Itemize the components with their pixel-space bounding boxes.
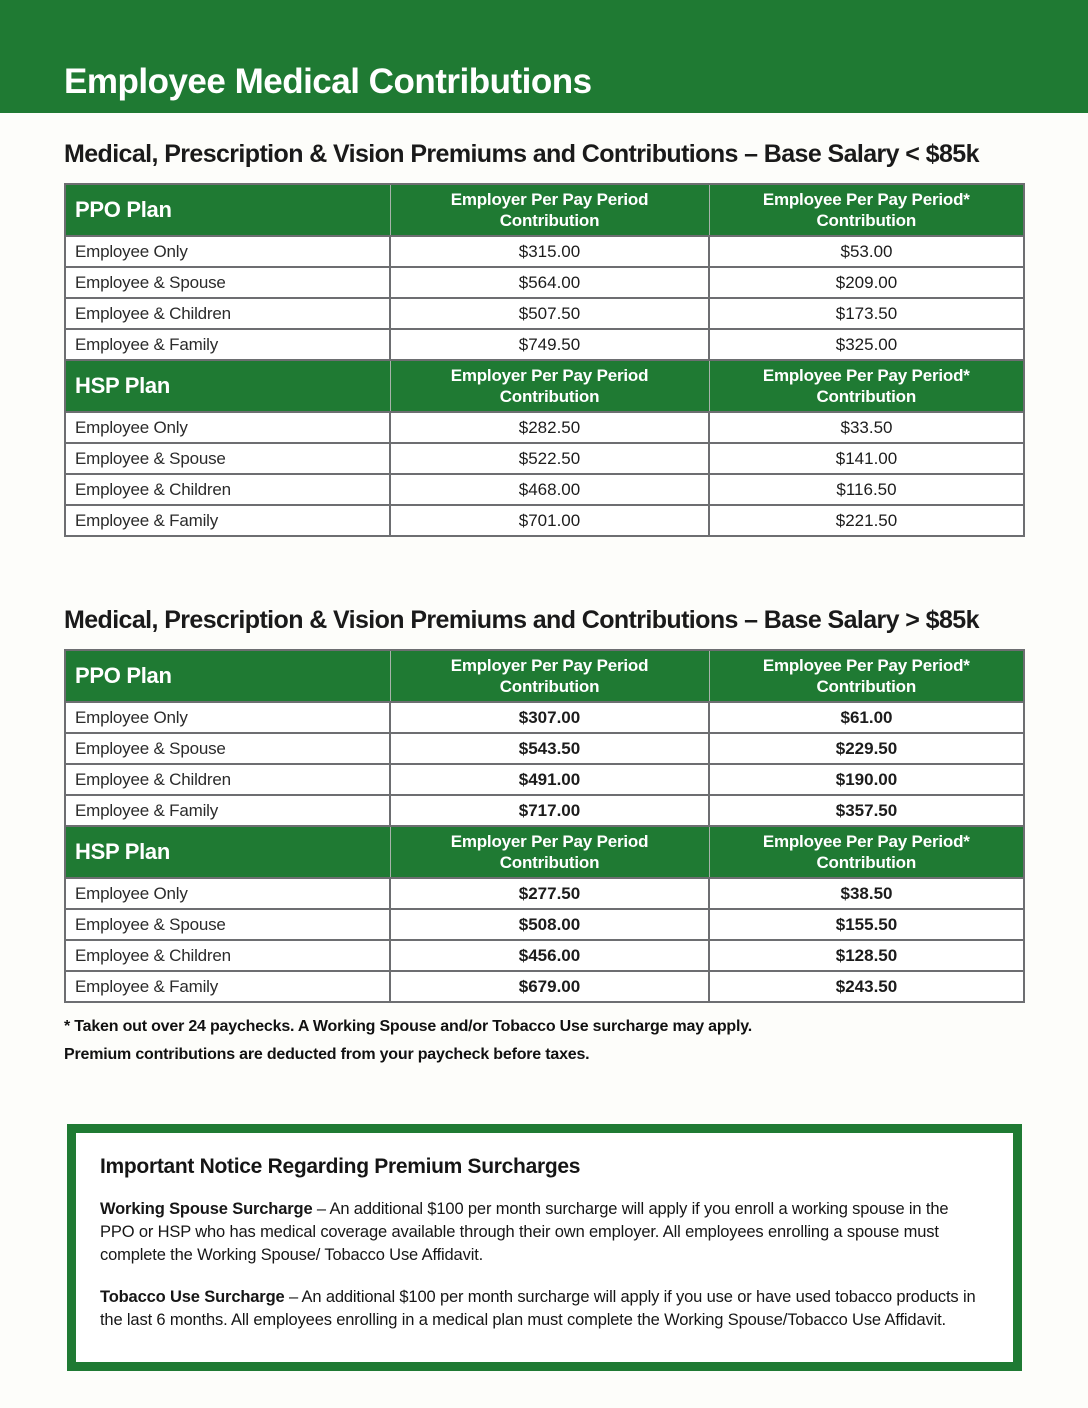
footnotes <box>64 1015 1023 1066</box>
page-content <box>0 139 1088 1371</box>
notice-box <box>67 1124 1022 1371</box>
column-header-line: Contribution <box>816 853 917 872</box>
employer-contribution-value: $277.50 <box>390 878 709 909</box>
table-row <box>65 909 1024 940</box>
table-row <box>65 329 1024 360</box>
column-header-line: Employer Per Pay Period <box>450 366 649 385</box>
ppo-plan-header-row <box>65 184 1024 236</box>
plan-name-cell: HSP Plan <box>65 826 390 878</box>
column-header-line: Contribution <box>499 387 600 406</box>
column-header-line: Contribution <box>816 677 917 696</box>
notice-paragraph-lead: Tobacco Use Surcharge <box>100 1288 285 1306</box>
employee-contribution-value: $38.50 <box>709 878 1024 909</box>
employer-contribution-value: $307.00 <box>390 702 709 733</box>
premium-table-over-85k <box>64 649 1025 1003</box>
column-header-line: Contribution <box>499 211 600 230</box>
employee-column-header <box>709 360 1024 412</box>
employer-contribution-value: $468.00 <box>390 474 709 505</box>
table-row <box>65 764 1024 795</box>
coverage-tier-label: Employee & Spouse <box>65 909 390 940</box>
column-header-line: Employer Per Pay Period <box>450 190 649 209</box>
table-row <box>65 236 1024 267</box>
table-row <box>65 412 1024 443</box>
coverage-tier-label: Employee Only <box>65 878 390 909</box>
column-header-line: Employee Per Pay Period* <box>762 366 970 385</box>
notice-paragraph-lead: Working Spouse Surcharge <box>100 1200 313 1218</box>
hsp-plan-header-row <box>65 826 1024 878</box>
employee-contribution-value: $243.50 <box>709 971 1024 1002</box>
employer-contribution-value: $679.00 <box>390 971 709 1002</box>
employer-contribution-value: $491.00 <box>390 764 709 795</box>
employer-column-header <box>390 184 709 236</box>
notice-paragraph-working-spouse <box>100 1198 987 1267</box>
column-header-line: Contribution <box>816 211 917 230</box>
employee-contribution-value: $61.00 <box>709 702 1024 733</box>
employee-column-header <box>709 184 1024 236</box>
notice-paragraph-tobacco-use <box>100 1286 987 1332</box>
employee-column-header <box>709 650 1024 702</box>
employee-contribution-value: $190.00 <box>709 764 1024 795</box>
column-header-line: Contribution <box>816 387 917 406</box>
employer-contribution-value: $282.50 <box>390 412 709 443</box>
coverage-tier-label: Employee & Children <box>65 940 390 971</box>
employer-contribution-value: $456.00 <box>390 940 709 971</box>
employer-column-header <box>390 650 709 702</box>
column-header-line: Employee Per Pay Period* <box>762 656 970 675</box>
coverage-tier-label: Employee & Spouse <box>65 267 390 298</box>
employer-contribution-value: $507.50 <box>390 298 709 329</box>
employer-contribution-value: $717.00 <box>390 795 709 826</box>
employee-contribution-value: $116.50 <box>709 474 1024 505</box>
employer-contribution-value: $522.50 <box>390 443 709 474</box>
coverage-tier-label: Employee & Family <box>65 795 390 826</box>
employer-contribution-value: $564.00 <box>390 267 709 298</box>
employee-contribution-value: $33.50 <box>709 412 1024 443</box>
column-header-line: Employer Per Pay Period <box>450 656 649 675</box>
coverage-tier-label: Employee & Family <box>65 329 390 360</box>
hsp-plan-header-row <box>65 360 1024 412</box>
employee-contribution-value: $141.00 <box>709 443 1024 474</box>
table-row <box>65 971 1024 1002</box>
column-header-line: Employer Per Pay Period <box>450 832 649 851</box>
plan-name-cell: PPO Plan <box>65 184 390 236</box>
page-banner <box>0 0 1088 113</box>
coverage-tier-label: Employee & Children <box>65 764 390 795</box>
employee-contribution-value: $128.50 <box>709 940 1024 971</box>
table-row <box>65 443 1024 474</box>
plan-name-cell: PPO Plan <box>65 650 390 702</box>
column-header-line: Employee Per Pay Period* <box>762 832 970 851</box>
table-row <box>65 878 1024 909</box>
table-row <box>65 267 1024 298</box>
footnote-line: * Taken out over 24 paychecks. A Working Spouse and/or Tobacco Use surcharge may apply. <box>64 1018 753 1035</box>
section-heading-over-85k: Medical, Prescription & Vision Premiums and Contributions – Base Salary > $85k <box>64 606 979 634</box>
employer-column-header <box>390 826 709 878</box>
employee-contribution-value: $53.00 <box>709 236 1024 267</box>
ppo-plan-header-row <box>65 650 1024 702</box>
coverage-tier-label: Employee & Spouse <box>65 733 390 764</box>
employee-column-header <box>709 826 1024 878</box>
employer-contribution-value: $543.50 <box>390 733 709 764</box>
coverage-tier-label: Employee & Spouse <box>65 443 390 474</box>
employee-contribution-value: $325.00 <box>709 329 1024 360</box>
employer-contribution-value: $749.50 <box>390 329 709 360</box>
coverage-tier-label: Employee Only <box>65 702 390 733</box>
table-row <box>65 940 1024 971</box>
notice-title: Important Notice Regarding Premium Surcharges <box>100 1155 581 1178</box>
table-row <box>65 702 1024 733</box>
table-row <box>65 474 1024 505</box>
employee-contribution-value: $173.50 <box>709 298 1024 329</box>
table-row <box>65 505 1024 536</box>
employee-contribution-value: $209.00 <box>709 267 1024 298</box>
table-row <box>65 733 1024 764</box>
table-row <box>65 795 1024 826</box>
employee-contribution-value: $357.50 <box>709 795 1024 826</box>
coverage-tier-label: Employee Only <box>65 412 390 443</box>
coverage-tier-label: Employee & Children <box>65 474 390 505</box>
section-heading-under-85k: Medical, Prescription & Vision Premiums and Contributions – Base Salary < $85k <box>64 140 979 168</box>
coverage-tier-label: Employee & Family <box>65 971 390 1002</box>
plan-name-cell: HSP Plan <box>65 360 390 412</box>
coverage-tier-label: Employee Only <box>65 236 390 267</box>
employer-contribution-value: $508.00 <box>390 909 709 940</box>
employer-contribution-value: $315.00 <box>390 236 709 267</box>
page-title: Employee Medical Contributions <box>64 62 592 101</box>
employee-contribution-value: $221.50 <box>709 505 1024 536</box>
employee-contribution-value: $229.50 <box>709 733 1024 764</box>
notice-paragraph-body: – An additional $100 per month surcharge will apply if you enroll a working spouse in the PPO or HSP who has medical coverage available through their own employer. All employees enrolling a spouse must complete the Working Spouse/ Tobacco Use Affidavit. <box>100 1200 949 1264</box>
footnote-line: Premium contributions are deducted from your paycheck before taxes. <box>64 1046 590 1063</box>
column-header-line: Employee Per Pay Period* <box>762 190 970 209</box>
coverage-tier-label: Employee & Children <box>65 298 390 329</box>
employer-contribution-value: $701.00 <box>390 505 709 536</box>
table-row <box>65 298 1024 329</box>
coverage-tier-label: Employee & Family <box>65 505 390 536</box>
notice-paragraph-body: – An additional $100 per month surcharge will apply if you use or have used tobacco products in the last 6 months. All employees enrolling in a medical plan must complete the Working Spouse/Tobacco Use Affidavit. <box>100 1288 976 1329</box>
column-header-line: Contribution <box>499 853 600 872</box>
employee-contribution-value: $155.50 <box>709 909 1024 940</box>
column-header-line: Contribution <box>499 677 600 696</box>
premium-table-under-85k <box>64 183 1025 537</box>
employer-column-header <box>390 360 709 412</box>
